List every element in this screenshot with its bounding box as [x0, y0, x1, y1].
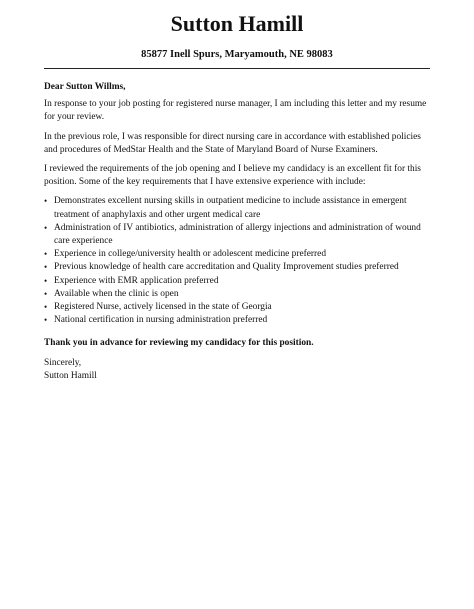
list-item — [44, 195, 434, 221]
list-item — [44, 301, 434, 314]
list-item-text: Available when the clinic is open — [54, 288, 179, 299]
bullet-icon: • — [44, 288, 48, 299]
list-item-text: Administration of IV antibiotics, administration of allergy injections and administration of wound care experience — [54, 222, 421, 247]
bullet-icon: • — [44, 302, 48, 313]
list-item — [44, 288, 434, 301]
thank-you-line: Thank you in advance for reviewing my candidacy for this position. — [44, 338, 314, 349]
letter-body — [44, 81, 434, 383]
requirements-list — [44, 195, 434, 327]
list-item-text: Experience in college/university health or adolescent medicine preferred — [54, 249, 327, 260]
list-item — [44, 275, 434, 288]
intro-paragraph: In response to your job posting for registered nurse manager, I am including this letter and my resume for your review. — [44, 99, 427, 123]
list-item-text: Previous knowledge of health care accreditation and Quality Improvement studies preferred — [54, 262, 399, 273]
list-item-text: National certification in nursing administration preferred — [54, 315, 268, 326]
signature: Sutton Hamill — [44, 370, 97, 381]
applicant-name: Sutton Hamill — [170, 11, 304, 36]
list-item-text: Experience with EMR application preferred — [54, 275, 219, 286]
bullet-icon: • — [44, 249, 48, 260]
list-item-text: Demonstrates excellent nursing skills in outpatient medicine to include assistance in emergent treatment of anaphylaxis and other urgent medical care — [54, 196, 407, 220]
header-divider — [44, 68, 430, 69]
bullet-icon: • — [44, 315, 48, 326]
bullet-icon: • — [44, 222, 48, 233]
bullet-icon: • — [44, 196, 48, 207]
list-item-text: Registered Nurse, actively licensed in the state of Georgia — [54, 302, 272, 313]
list-item — [44, 248, 434, 261]
experience-paragraph: In the previous role, I was responsible for direct nursing care in accordance with established policies and procedures of MedStar Health and the State of Maryland Board of Nurse Examiners. — [44, 131, 421, 155]
applicant-address: 85877 Inell Spurs, Maryamouth, NE 98083 — [141, 49, 333, 60]
list-item — [44, 222, 434, 248]
bullet-icon: • — [44, 275, 48, 286]
requirements-paragraph: I reviewed the requirements of the job opening and I believe my candidacy is an excellent fit for this position. Some of the key requirements that I have extensive experience with include: — [44, 164, 421, 188]
list-item — [44, 314, 434, 327]
closing: Sincerely, — [44, 357, 82, 368]
salutation: Dear Sutton Willms, — [44, 82, 126, 92]
bullet-icon: • — [44, 262, 48, 273]
list-item — [44, 261, 434, 274]
